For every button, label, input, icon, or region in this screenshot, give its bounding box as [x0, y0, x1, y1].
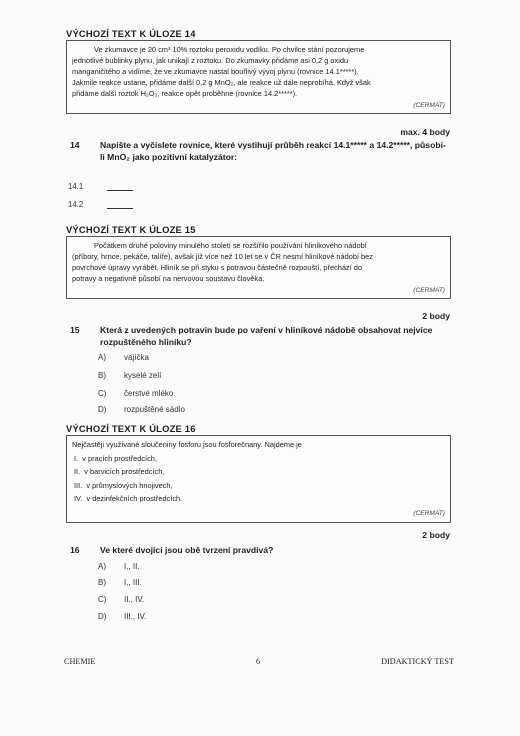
option-text: III., IV. — [124, 612, 147, 621]
section-16-item: III. v průmyslových hnojivech, — [74, 480, 173, 490]
question-15-number: 15 — [70, 325, 80, 335]
section-16-heading: VÝCHOZÍ TEXT K ÚLOZE 16 — [66, 423, 196, 434]
answer-14-1[interactable] — [68, 182, 133, 191]
option-text: kyselé zelí — [124, 371, 162, 380]
answer-14-2-label: 14.2 — [68, 200, 84, 209]
question-14-points: max. 4 body — [400, 127, 450, 137]
option-text: rozpuštěné sádlo — [124, 405, 185, 414]
option-text: I., III. — [124, 578, 142, 587]
footer-test-name: DIDAKTICKÝ TEST — [381, 657, 454, 666]
footer-page-number: 6 — [256, 657, 261, 666]
section-15-source: (CERMAT) — [413, 287, 445, 294]
answer-14-1-label: 14.1 — [68, 182, 84, 191]
option-letter: C) — [98, 595, 107, 604]
question-15-option-c[interactable] — [98, 389, 173, 398]
option-letter: A) — [98, 562, 106, 571]
question-15-text: Která z uvedených potravin bude po vaření v hliníkové nádobě obsahovat nejvíce rozpuštěného hliníku? — [100, 325, 433, 347]
option-letter: B) — [98, 371, 106, 380]
question-16-text: Ve které dvojici jsou obě tvrzení pravdivá? — [100, 545, 274, 555]
section-14-heading: VÝCHOZÍ TEXT K ÚLOZE 14 — [66, 28, 196, 39]
section-14-source: (CERMAT) — [413, 102, 445, 109]
option-text: I., II. — [124, 562, 140, 571]
section-16-item: II. v barvicích prostředcích, — [74, 467, 165, 476]
question-15-points: 2 body — [422, 311, 450, 321]
question-16-number: 16 — [70, 545, 80, 555]
option-letter: D) — [98, 612, 107, 621]
footer-subject: CHEMIE — [64, 657, 96, 666]
question-16-option-c[interactable] — [98, 595, 144, 604]
section-16-source: (CERMAT) — [413, 509, 445, 517]
option-letter: B) — [98, 578, 106, 587]
option-letter: D) — [98, 405, 107, 414]
question-14-number: 14 — [70, 140, 80, 150]
section-15-text: Počátkem druhé poloviny minulého století se rozšířilo používání hliníkového nádobí (příbory, hrnce, pekáče, talíře), avšak již více než 10 let se v ČR nesmí hliníkové nádobí bez povrchové úpravy vyrábět. Hliník se při styku s potravou částečně rozpouští, přechází do potravy a negativně působí na nervovou soustavu člověka. — [72, 241, 373, 283]
question-14-text: Napište a vyčíslete rovnice, které vystihují průběh reakcí 14.1***** a 14.2*****, působí-li MnO₂ jako pozitivní katalyzátor: — [100, 140, 446, 162]
section-16-text-box — [66, 435, 451, 523]
section-14-text-box — [66, 40, 451, 114]
answer-14-2-blank[interactable] — [107, 201, 133, 209]
section-16-item: I. v pracích prostředcích, — [74, 453, 157, 463]
question-15-option-a[interactable] — [98, 353, 149, 362]
section-16-item: IV. v dezinfekčních prostředcích. — [74, 494, 183, 503]
option-text: čerstvé mléko — [124, 389, 174, 398]
option-text: vajíčka — [124, 353, 149, 362]
question-16-option-b[interactable] — [98, 578, 142, 587]
question-15-option-b[interactable] — [98, 371, 161, 380]
question-15-option-d[interactable] — [98, 405, 185, 414]
question-16-points: 2 body — [422, 530, 450, 540]
section-14-text: Ve zkumavce je 20 cm³ 10% roztoku peroxidu vodíku. Po chvilce stání pozorujeme jednotlivé bublinky plynu, jak unikají z roztoku. Do zkumavky přidáme asi 0,2 g oxidu manganičitého a vidíme, že ve zkumavce nastal bouřlivý vývoj plynu (rovnice 14.1*****). Jakmile reakce ustane, přidáme další 0,2 g MnO₂, ale reakce už dále neprobíhá. Když však přidáme další roztok H₂O₂, reakce opět proběhne (rovnice 14.2*****). — [72, 45, 371, 98]
option-text: II., IV. — [124, 595, 145, 604]
section-15-heading: VÝCHOZÍ TEXT K ÚLOZE 15 — [66, 224, 196, 235]
answer-14-1-blank[interactable] — [107, 183, 133, 191]
question-16-option-d[interactable] — [98, 612, 146, 621]
section-16-intro: Nejčastěji využívané sloučeniny fosforu jsou fosforečnany. Najdeme je — [72, 440, 302, 449]
question-16-option-a[interactable] — [98, 562, 140, 571]
answer-14-2[interactable] — [68, 200, 133, 209]
section-15-text-box — [66, 236, 451, 299]
option-letter: C) — [98, 389, 107, 398]
option-letter: A) — [98, 353, 106, 362]
